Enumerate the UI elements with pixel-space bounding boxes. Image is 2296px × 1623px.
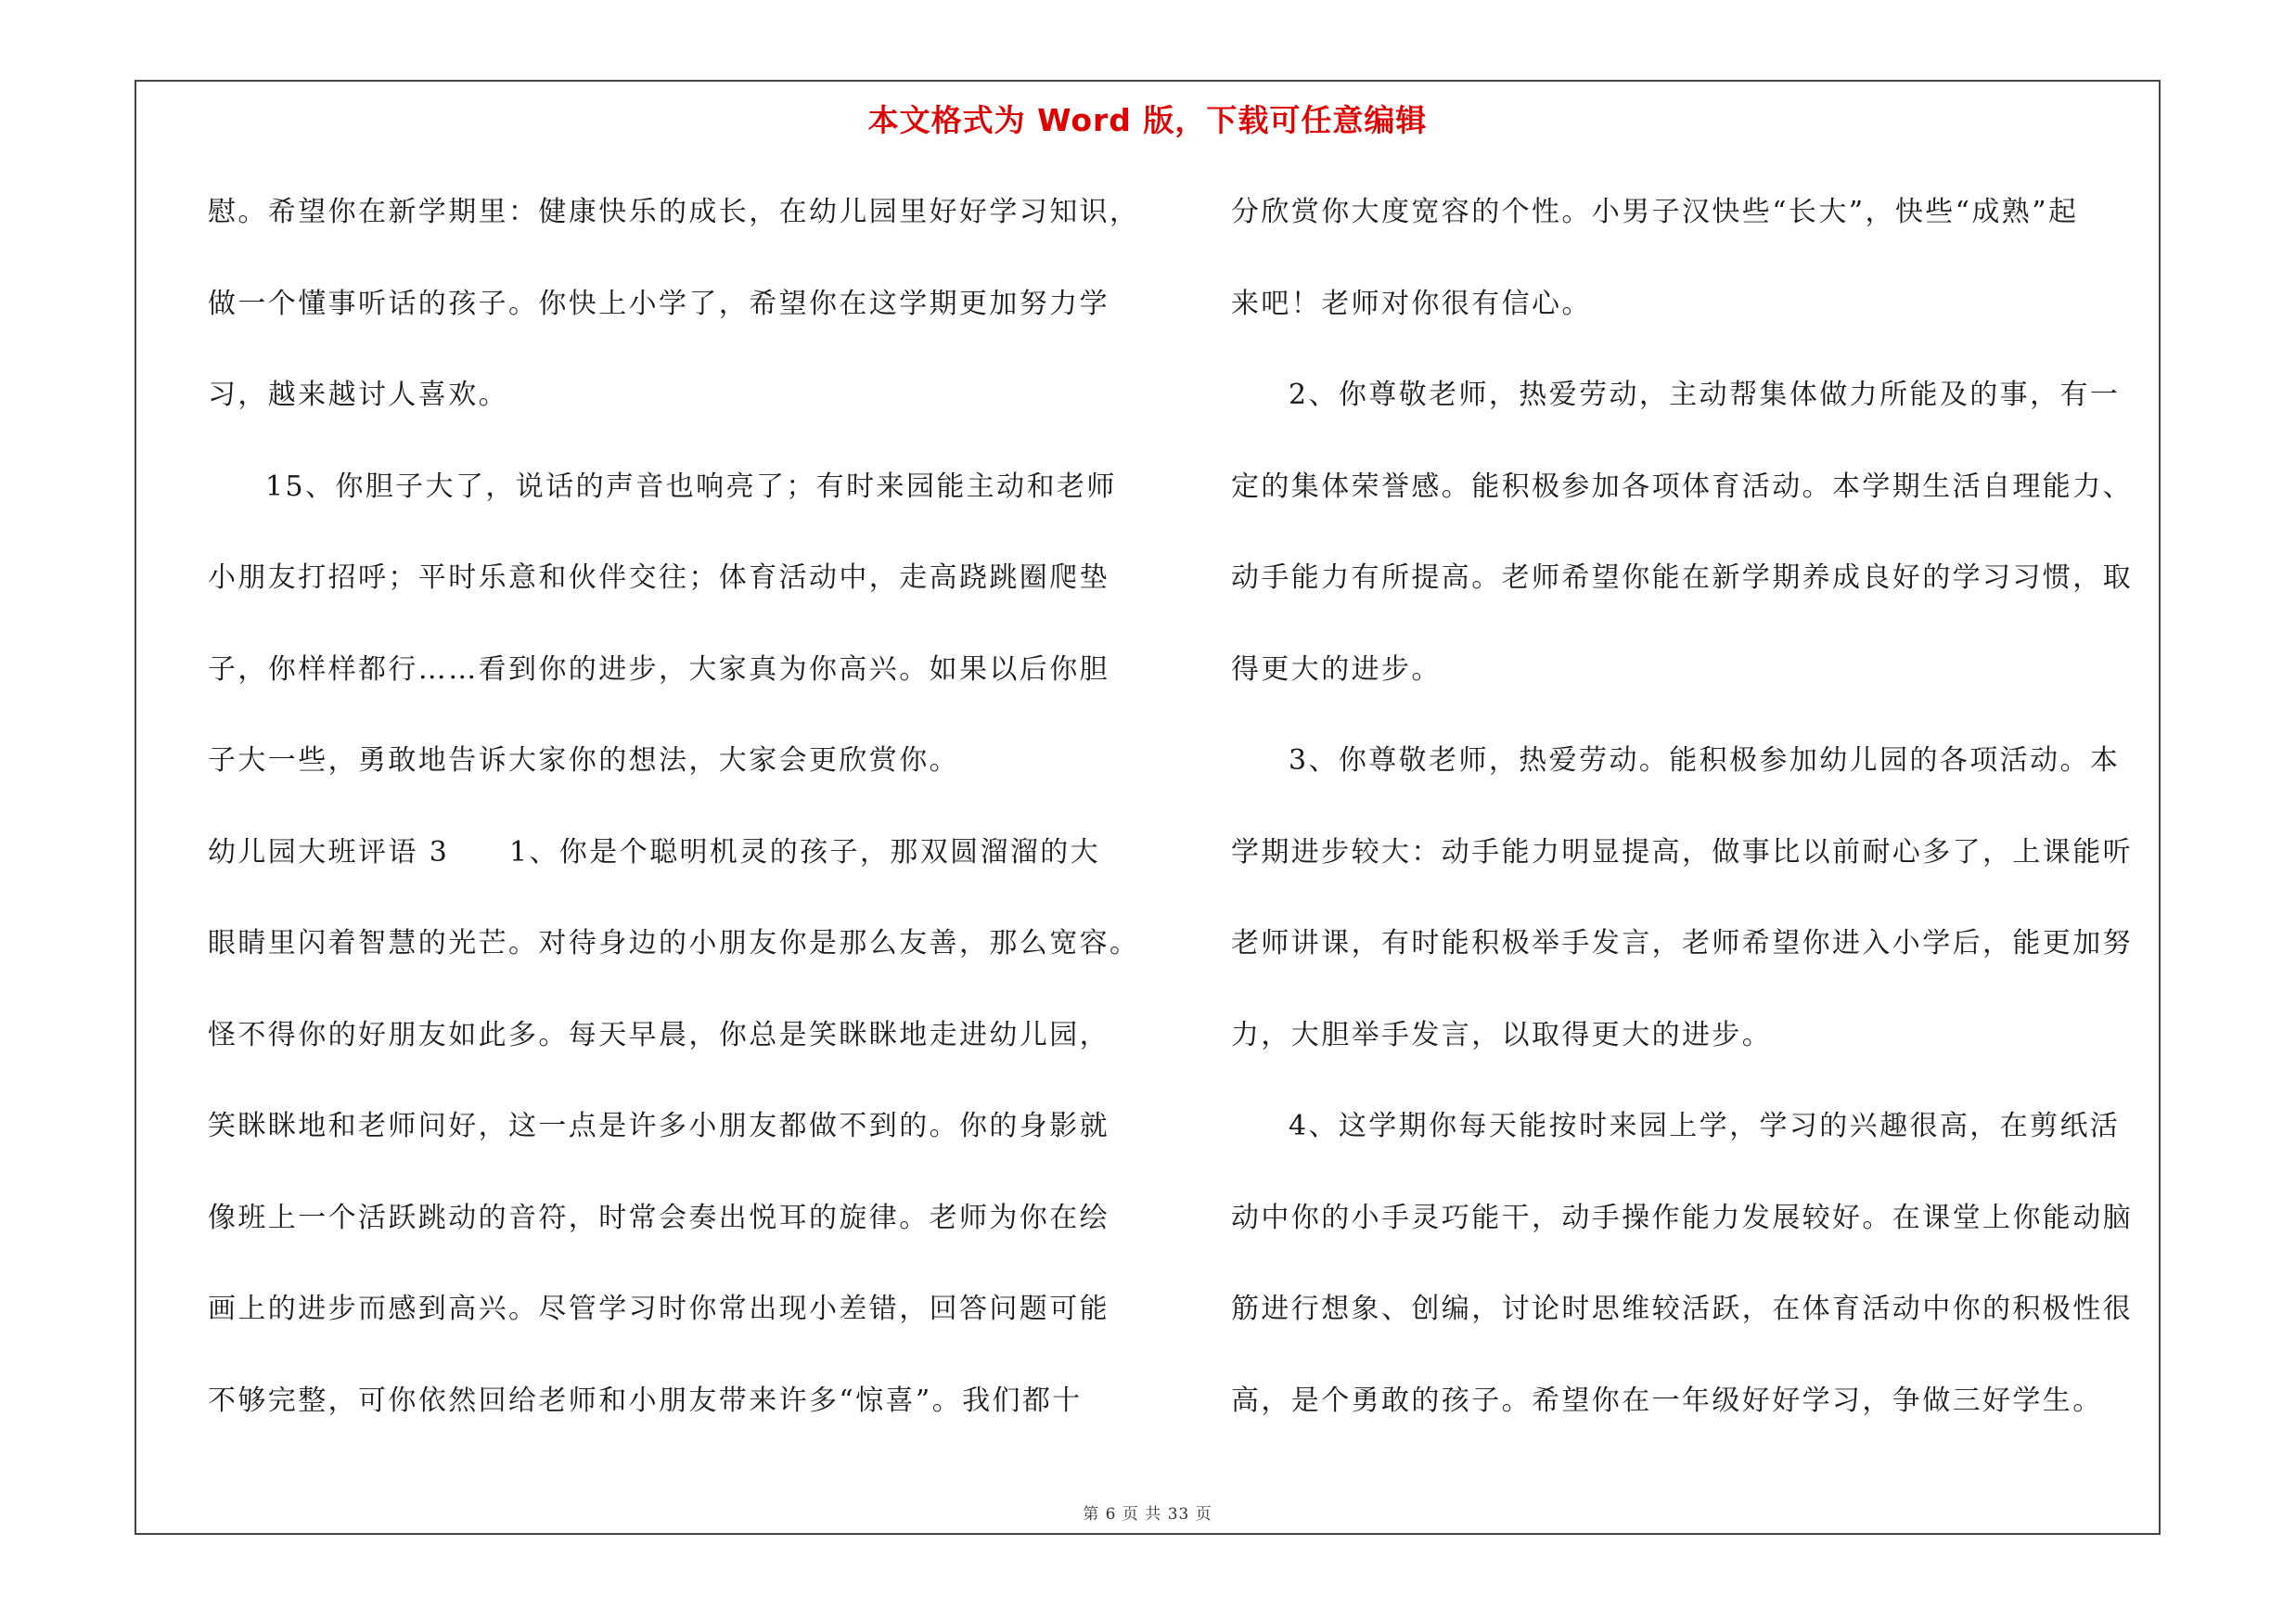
text-line: 画上的进步而感到高兴。尽管学习时你常出现小差错，回答问题可能 [208,1293,1110,1325]
text-line: 子，你样样都行……看到你的进步，大家真为你高兴。如果以后你胆 [208,652,1110,686]
page-frame [135,80,2161,1535]
text-line: 动中你的小手灵巧能干，动手操作能力发展较好。在课堂上你能动脑 [1231,1201,2133,1234]
text-line: 分欣赏你大度宽容的个性。小男子汉快些“长大”，快些“成熟”起 [1231,196,2079,228]
left-text-column [208,167,1140,1447]
text-line: 老师讲课，有时能积极举手发言，老师希望你进入小学后，能更加努 [1231,927,2133,960]
text-line: 小朋友打招呼；平时乐意和伙伴交往；体育活动中，走高跷跳圈爬垫 [208,561,1110,594]
text-line: 做一个懂事听话的孩子。你快上小学了，希望你在这学期更加努力学 [208,287,1110,320]
text-line: 15、你胆子大了，说话的声音也响亮了；有时来园能主动和老师 [265,470,1117,503]
text-line: 来吧！老师对你很有信心。 [1231,287,1592,320]
text-line: 子大一些，勇敢地告诉大家你的想法，大家会更欣赏你。 [208,744,959,777]
text-line: 力，大胆举手发言，以取得更大的进步。 [1231,1018,1773,1051]
text-line: 4、这学期你每天能按时来园上学，学习的兴趣很高，在剪纸活 [1289,1110,2121,1142]
word-format-banner: 本文格式为 Word 版，下载可任意编辑 [867,102,1428,138]
text-line: 动手能力有所提高。老师希望你能在新学期养成良好的学习习惯，取 [1231,561,2133,594]
text-line: 不够完整，可你依然回给老师和小朋友带来许多“惊喜”。我们都十 [208,1384,1083,1417]
text-line: 2、你尊敬老师，热爱劳动，主动帮集体做力所能及的事，有一 [1289,379,2121,411]
text-line: 像班上一个活跃跳动的音符，时常会奏出悦耳的旋律。老师为你在绘 [208,1201,1110,1234]
text-line: 怪不得你的好朋友如此多。每天早晨，你总是笑眯眯地走进幼儿园， [208,1018,1110,1051]
right-text-column [1231,167,2159,1447]
text-line: 高，是个勇敢的孩子。希望你在一年级好好学习，争做三好学生。 [1231,1384,2103,1417]
text-line: 学期进步较大：动手能力明显提高，做事比以前耐心多了，上课能听 [1231,835,2133,869]
page-number-footer: 第 6 页 共 33 页 [1083,1505,1212,1524]
text-line: 定的集体荣誉感。能积极参加各项体育活动。本学期生活自理能力、 [1231,470,2133,503]
text-line: 3、你尊敬老师，热爱劳动。能积极参加幼儿园的各项活动。本 [1289,744,2121,777]
text-line: 习，越来越讨人喜欢。 [208,379,508,411]
text-line: 筋进行想象、创编，讨论时思维较活跃，在体育活动中你的积极性很 [1231,1293,2133,1325]
text-line: 笑眯眯地和老师问好，这一点是许多小朋友都做不到的。你的身影就 [208,1110,1110,1142]
text-line: 眼睛里闪着智慧的光芒。对待身边的小朋友你是那么友善，那么宽容。 [208,927,1140,960]
text-line: 得更大的进步。 [1231,652,1442,686]
text-line: 慰。希望你在新学期里：健康快乐的成长，在幼儿园里好好学习知识， [208,196,1140,228]
text-line: 幼儿园大班评语 3 1、你是个聪明机灵的孩子，那双圆溜溜的大 [208,835,1101,869]
